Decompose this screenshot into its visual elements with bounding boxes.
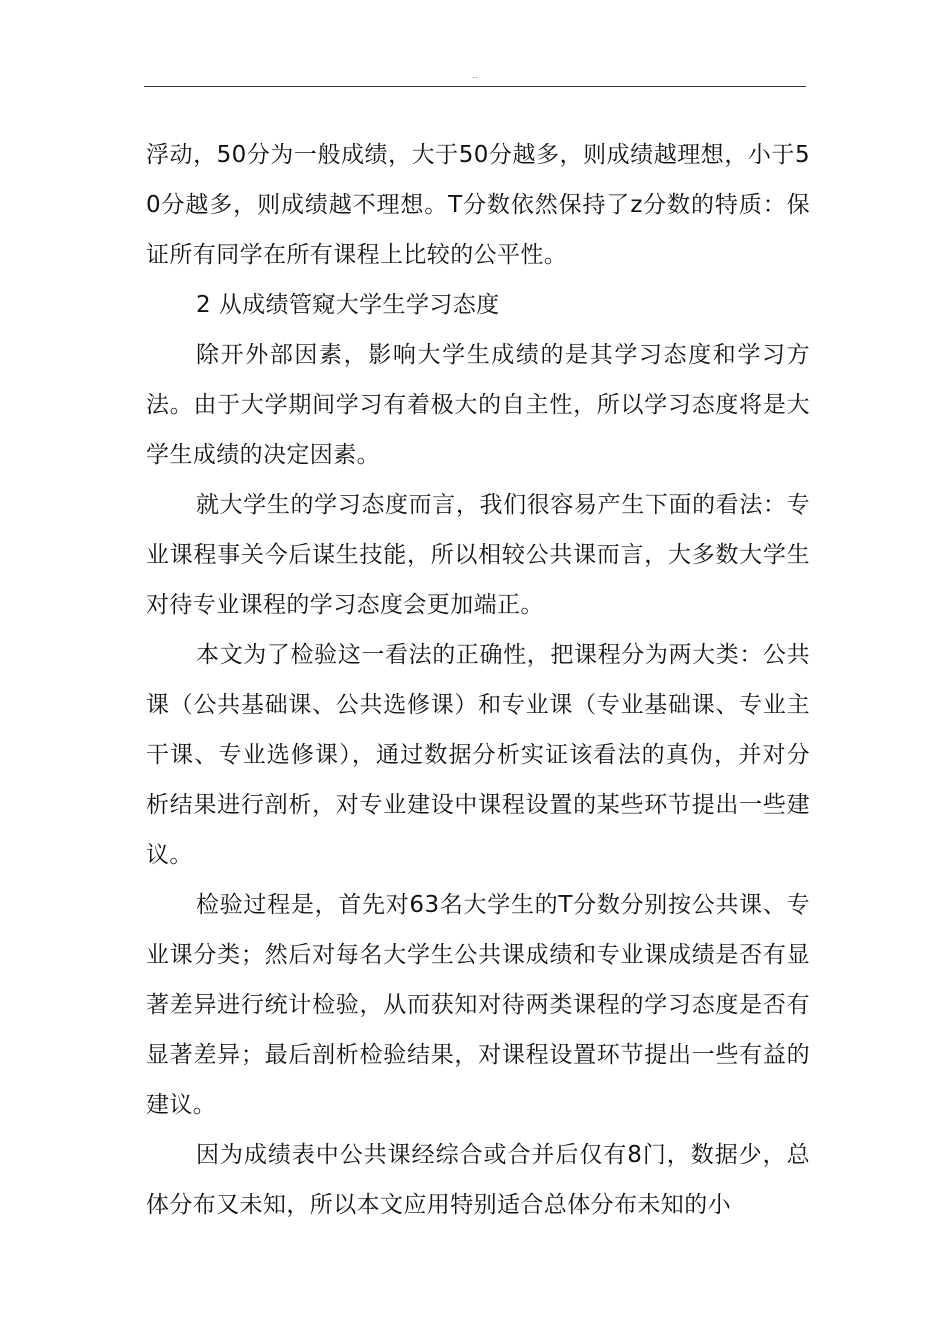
document-body [146,130,810,1230]
paragraph-common-view: 就大学生的学习态度而言，我们很容易产生下面的看法：专业课程事关今后谋生技能，所以相较公共课而言，大多数大学生对待专业课程的学习态度会更加端正。 [146,492,810,618]
section-heading: 2 从成绩管窥大学生学习态度 [196,292,500,318]
page-header [144,70,806,87]
header-mark: .. [472,71,478,80]
paragraph-course-classification: 本文为了检验这一看法的正确性，把课程分为两大类：公共课（公共基础课、公共选修课）和专业课（专业基础课、专业主干课、专业选修课），通过数据分析实证该看法的真伪，并对分析结果进行剖析，对专业建设中课程设置的某些环节提出一些建议。 [146,642,810,868]
paragraph-method-choice: 因为成绩表中公共课经综合或合并后仅有8门，数据少，总体分布又未知，所以本文应用特别适合总体分布未知的小 [146,1142,810,1218]
paragraph-test-procedure: 检验过程是，首先对63名大学生的T分数分别按公共课、专业课分类；然后对每名大学生公共课成绩和专业课成绩是否有显著差异进行统计检验，从而获知对待两类课程的学习态度是否有显著差异；最后剖析检验结果，对课程设置环节提出一些有益的建议。 [146,892,810,1118]
paragraph-learning-attitude: 除开外部因素，影响大学生成绩的是其学习态度和学习方法。由于大学期间学习有着极大的自主性，所以学习态度将是大学生成绩的决定因素。 [146,342,810,468]
paragraph-t-score-summary: 浮动，50分为一般成绩，大于50分越多，则成绩越理想，小于50分越多，则成绩越不理想。T分数依然保持了z分数的特质：保证所有同学在所有课程上比较的公平性。 [146,142,810,268]
